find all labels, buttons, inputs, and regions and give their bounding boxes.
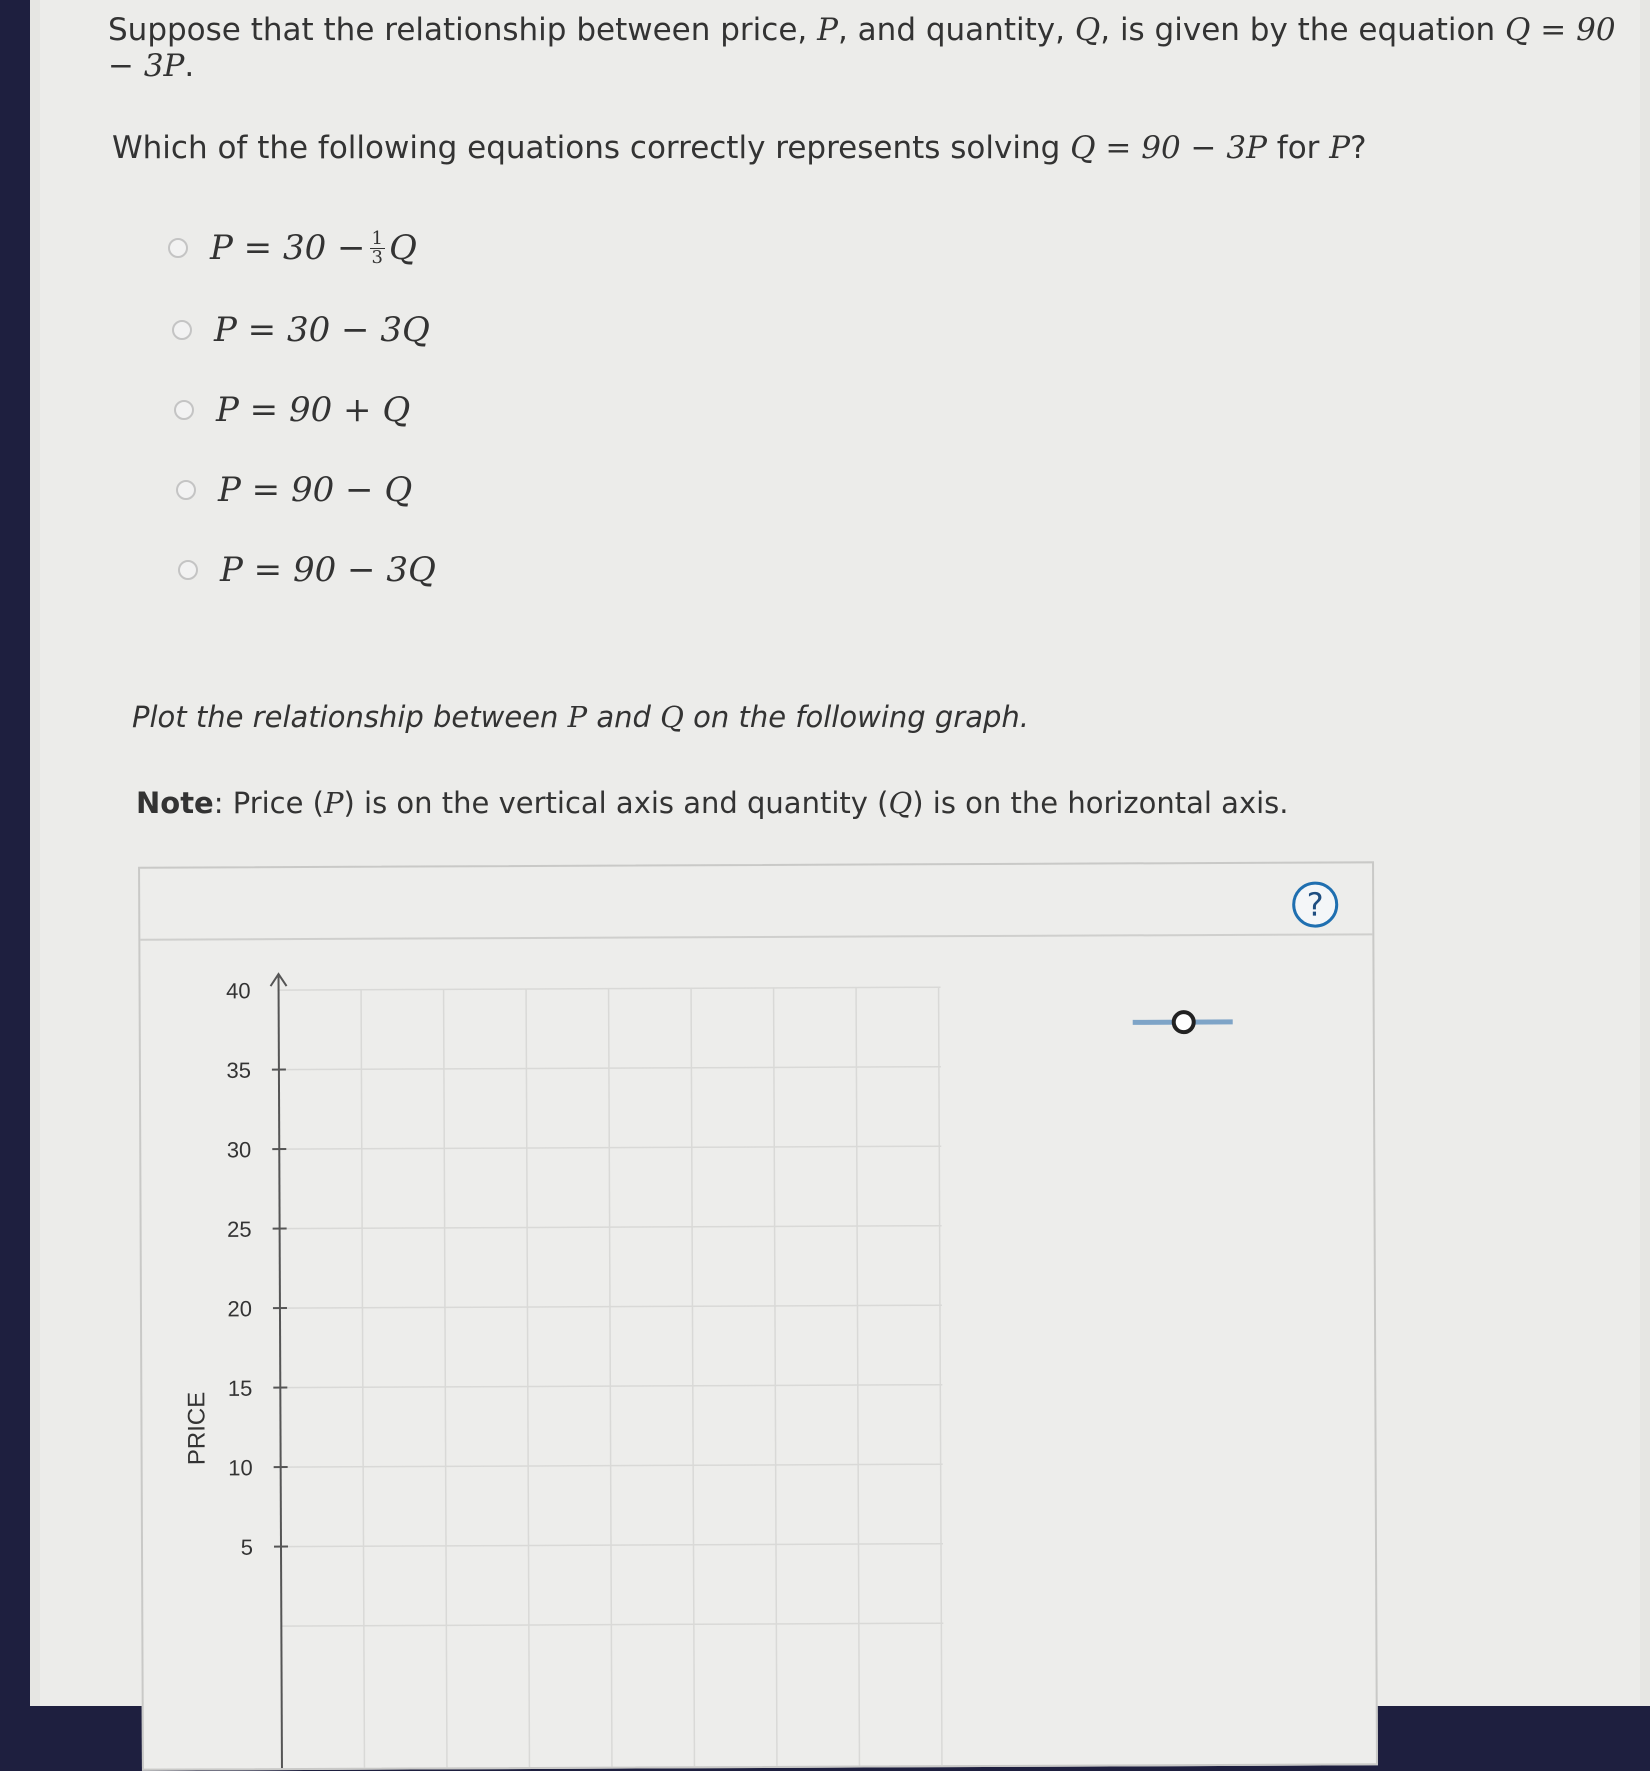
option-1-rhs: Q xyxy=(389,228,417,268)
grid-line-h xyxy=(279,987,941,990)
line-drawing-tool[interactable] xyxy=(1133,1012,1233,1032)
option-5-label: P = 90 − 3Q xyxy=(220,550,436,590)
grid-line-h xyxy=(280,1226,942,1229)
grid-line-h xyxy=(280,1385,942,1388)
graph-panel xyxy=(138,861,1378,1770)
grid-line-h xyxy=(279,1146,941,1149)
grid-line-h xyxy=(279,1067,941,1070)
line-tool-handle[interactable] xyxy=(1174,1012,1194,1032)
graph-grid xyxy=(279,987,944,1768)
grid-line-v xyxy=(609,989,612,1767)
option-1-radio[interactable] xyxy=(168,238,188,258)
y-tick-label: 25 xyxy=(227,1217,252,1242)
option-3[interactable] xyxy=(174,390,410,430)
y-axis xyxy=(271,974,290,1768)
y-tick-label: 30 xyxy=(227,1137,252,1162)
grid-line-h xyxy=(281,1623,943,1626)
y-tick-labels xyxy=(226,978,253,1560)
y-tick-label: 20 xyxy=(227,1296,252,1321)
y-tick-label: 15 xyxy=(228,1376,253,1401)
option-2-label: P = 30 − 3Q xyxy=(214,310,430,350)
y-tick-label: 35 xyxy=(226,1058,251,1083)
y-tick-label: 5 xyxy=(241,1535,253,1560)
y-axis-line xyxy=(279,976,282,1768)
option-4[interactable] xyxy=(176,470,412,510)
option-5-radio[interactable] xyxy=(178,560,198,580)
grid-line-h xyxy=(281,1464,943,1467)
grid-line-h xyxy=(280,1305,942,1308)
question-intro: Suppose that the relationship between price, P, and quantity, Q, is given by the equation Q = 90 − 3P. xyxy=(108,12,1640,84)
option-2[interactable] xyxy=(172,310,430,350)
axis-note: Note: Price (P) is on the vertical axis and quantity (Q) is on the horizontal axis. xyxy=(136,786,1289,820)
help-icon[interactable]: ? xyxy=(1292,881,1338,927)
option-3-radio[interactable] xyxy=(174,400,194,420)
grid-line-v xyxy=(691,988,694,1766)
grid-line-h xyxy=(281,1544,943,1547)
grid-line-v xyxy=(444,989,447,1767)
option-3-label: P = 90 + Q xyxy=(216,390,410,430)
grid-line-v xyxy=(526,989,529,1767)
y-tick-label: 40 xyxy=(226,978,251,1003)
plot-instruction: Plot the relationship between P and Q on the following graph. xyxy=(132,700,1029,734)
option-1-lhs: P = 30 − xyxy=(210,228,366,268)
y-tick-label: 10 xyxy=(228,1455,253,1480)
grid-line-v xyxy=(361,990,364,1768)
page xyxy=(40,0,1640,1706)
option-4-radio[interactable] xyxy=(176,480,196,500)
option-2-radio[interactable] xyxy=(172,320,192,340)
y-axis-label: PRICE xyxy=(183,1392,210,1465)
option-5[interactable] xyxy=(178,550,436,590)
option-4-label: P = 90 − Q xyxy=(218,470,412,510)
graph-canvas[interactable] xyxy=(140,863,1376,1768)
question-prompt: Which of the following equations correctly represents solving Q = 90 − 3P for P? xyxy=(112,130,1367,166)
grid-line-v xyxy=(774,988,777,1766)
grid-line-v xyxy=(939,987,942,1765)
option-1[interactable] xyxy=(168,228,417,268)
grid-line-v xyxy=(856,988,859,1766)
option-1-fraction: $\frac{1}{3}$ xyxy=(370,230,385,267)
